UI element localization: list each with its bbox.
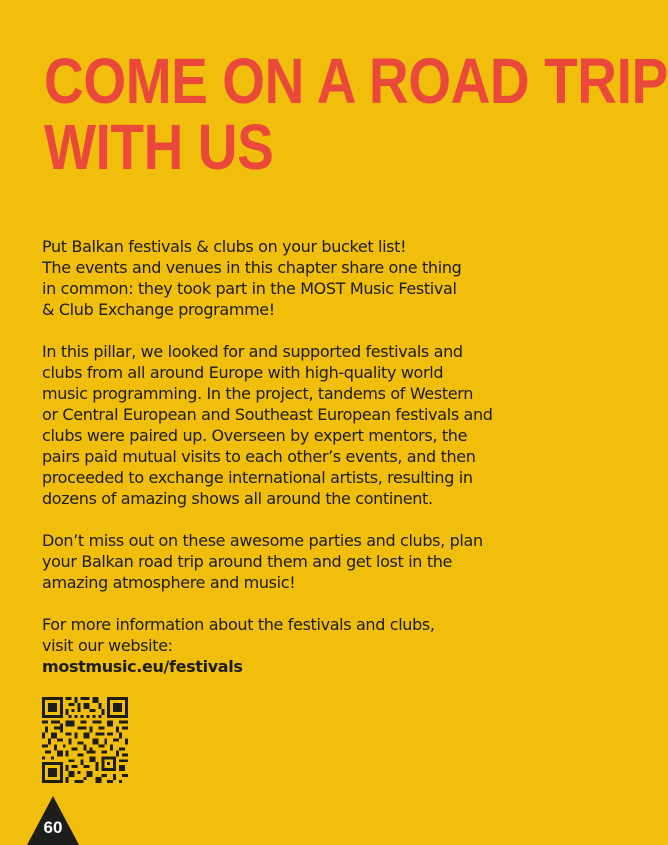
text-line: proceeded to exchange international artists, resulting in (42, 468, 473, 487)
website-link[interactable]: mostmusic.eu/festivals (42, 657, 243, 676)
text-line: The events and venues in this chapter share one thing (42, 258, 462, 277)
more-info-paragraph (42, 614, 562, 677)
text-line: amazing atmosphere and music! (42, 573, 296, 592)
text-line: clubs were paired up. Overseen by expert mentors, the (42, 426, 468, 445)
intro-paragraph (42, 236, 562, 320)
text-line: or Central European and Southeast European festivals and (42, 405, 493, 424)
title-line-2: WITH US (44, 111, 274, 183)
text-line: your Balkan road trip around them and get lost in the (42, 552, 453, 571)
text-line: & Club Exchange programme! (42, 300, 275, 319)
page-number: 60 (43, 818, 63, 837)
text-line: visit our website: (42, 636, 173, 655)
text-line: dozens of amazing shows all around the continent. (42, 489, 433, 508)
text-line: In this pillar, we looked for and supported festivals and (42, 342, 463, 361)
road-trip-paragraph (42, 530, 562, 593)
qr-code-icon[interactable] (42, 697, 128, 783)
text-line: music programming. In the project, tandems of Western (42, 384, 473, 403)
text-line: Don’t miss out on these awesome parties and clubs, plan (42, 531, 483, 550)
text-line: clubs from all around Europe with high-quality world (42, 363, 444, 382)
text-line: For more information about the festivals and clubs, (42, 615, 435, 634)
text-line: Put Balkan festivals & clubs on your bucket list! (42, 237, 407, 256)
page-title (44, 45, 668, 183)
pillar-paragraph (42, 341, 562, 509)
body-text (42, 236, 562, 698)
text-line: in common: they took part in the MOST Music Festival (42, 279, 457, 298)
text-line: pairs paid mutual visits to each other’s events, and then (42, 447, 476, 466)
title-line-1: COME ON A ROAD TRIP (44, 45, 668, 117)
